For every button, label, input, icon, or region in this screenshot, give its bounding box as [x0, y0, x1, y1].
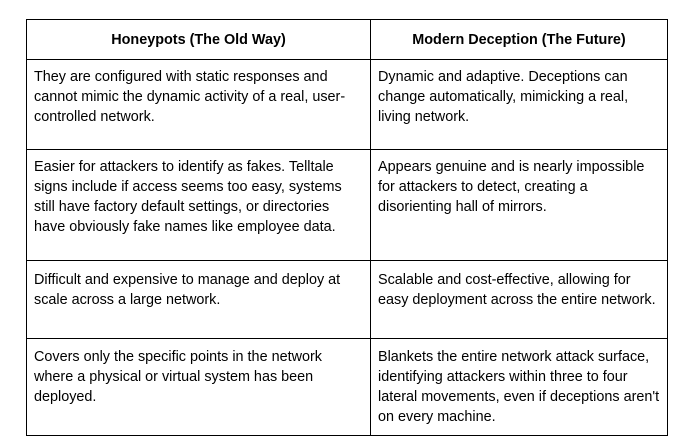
cell-honeypots: Easier for attackers to identify as fakes. Telltale signs include if access seems too easy, systems still have factory default settings, or directories have obviously fake names like employee data. [27, 150, 371, 261]
header-honeypots: Honeypots (The Old Way) [27, 20, 371, 60]
comparison-table [26, 19, 668, 436]
cell-modern-deception: Scalable and cost-effective, allowing for easy deployment across the entire network. [371, 261, 668, 339]
table-header-row [27, 20, 668, 60]
table-row [27, 261, 668, 339]
comparison-table-container [26, 19, 667, 436]
cell-honeypots: Difficult and expensive to manage and deploy at scale across a large network. [27, 261, 371, 339]
cell-honeypots: Covers only the specific points in the network where a physical or virtual system has been deployed. [27, 339, 371, 436]
cell-modern-deception: Dynamic and adaptive. Deceptions can change automatically, mimicking a real, living network. [371, 60, 668, 150]
cell-modern-deception: Appears genuine and is nearly impossible for attackers to detect, creating a disorienting hall of mirrors. [371, 150, 668, 261]
table-row [27, 60, 668, 150]
header-modern-deception: Modern Deception (The Future) [371, 20, 668, 60]
table-row [27, 150, 668, 261]
cell-modern-deception: Blankets the entire network attack surface, identifying attackers within three to four lateral movements, even if deceptions aren't on every machine. [371, 339, 668, 436]
table-row [27, 339, 668, 436]
cell-honeypots: They are configured with static responses and cannot mimic the dynamic activity of a real, user-controlled network. [27, 60, 371, 150]
